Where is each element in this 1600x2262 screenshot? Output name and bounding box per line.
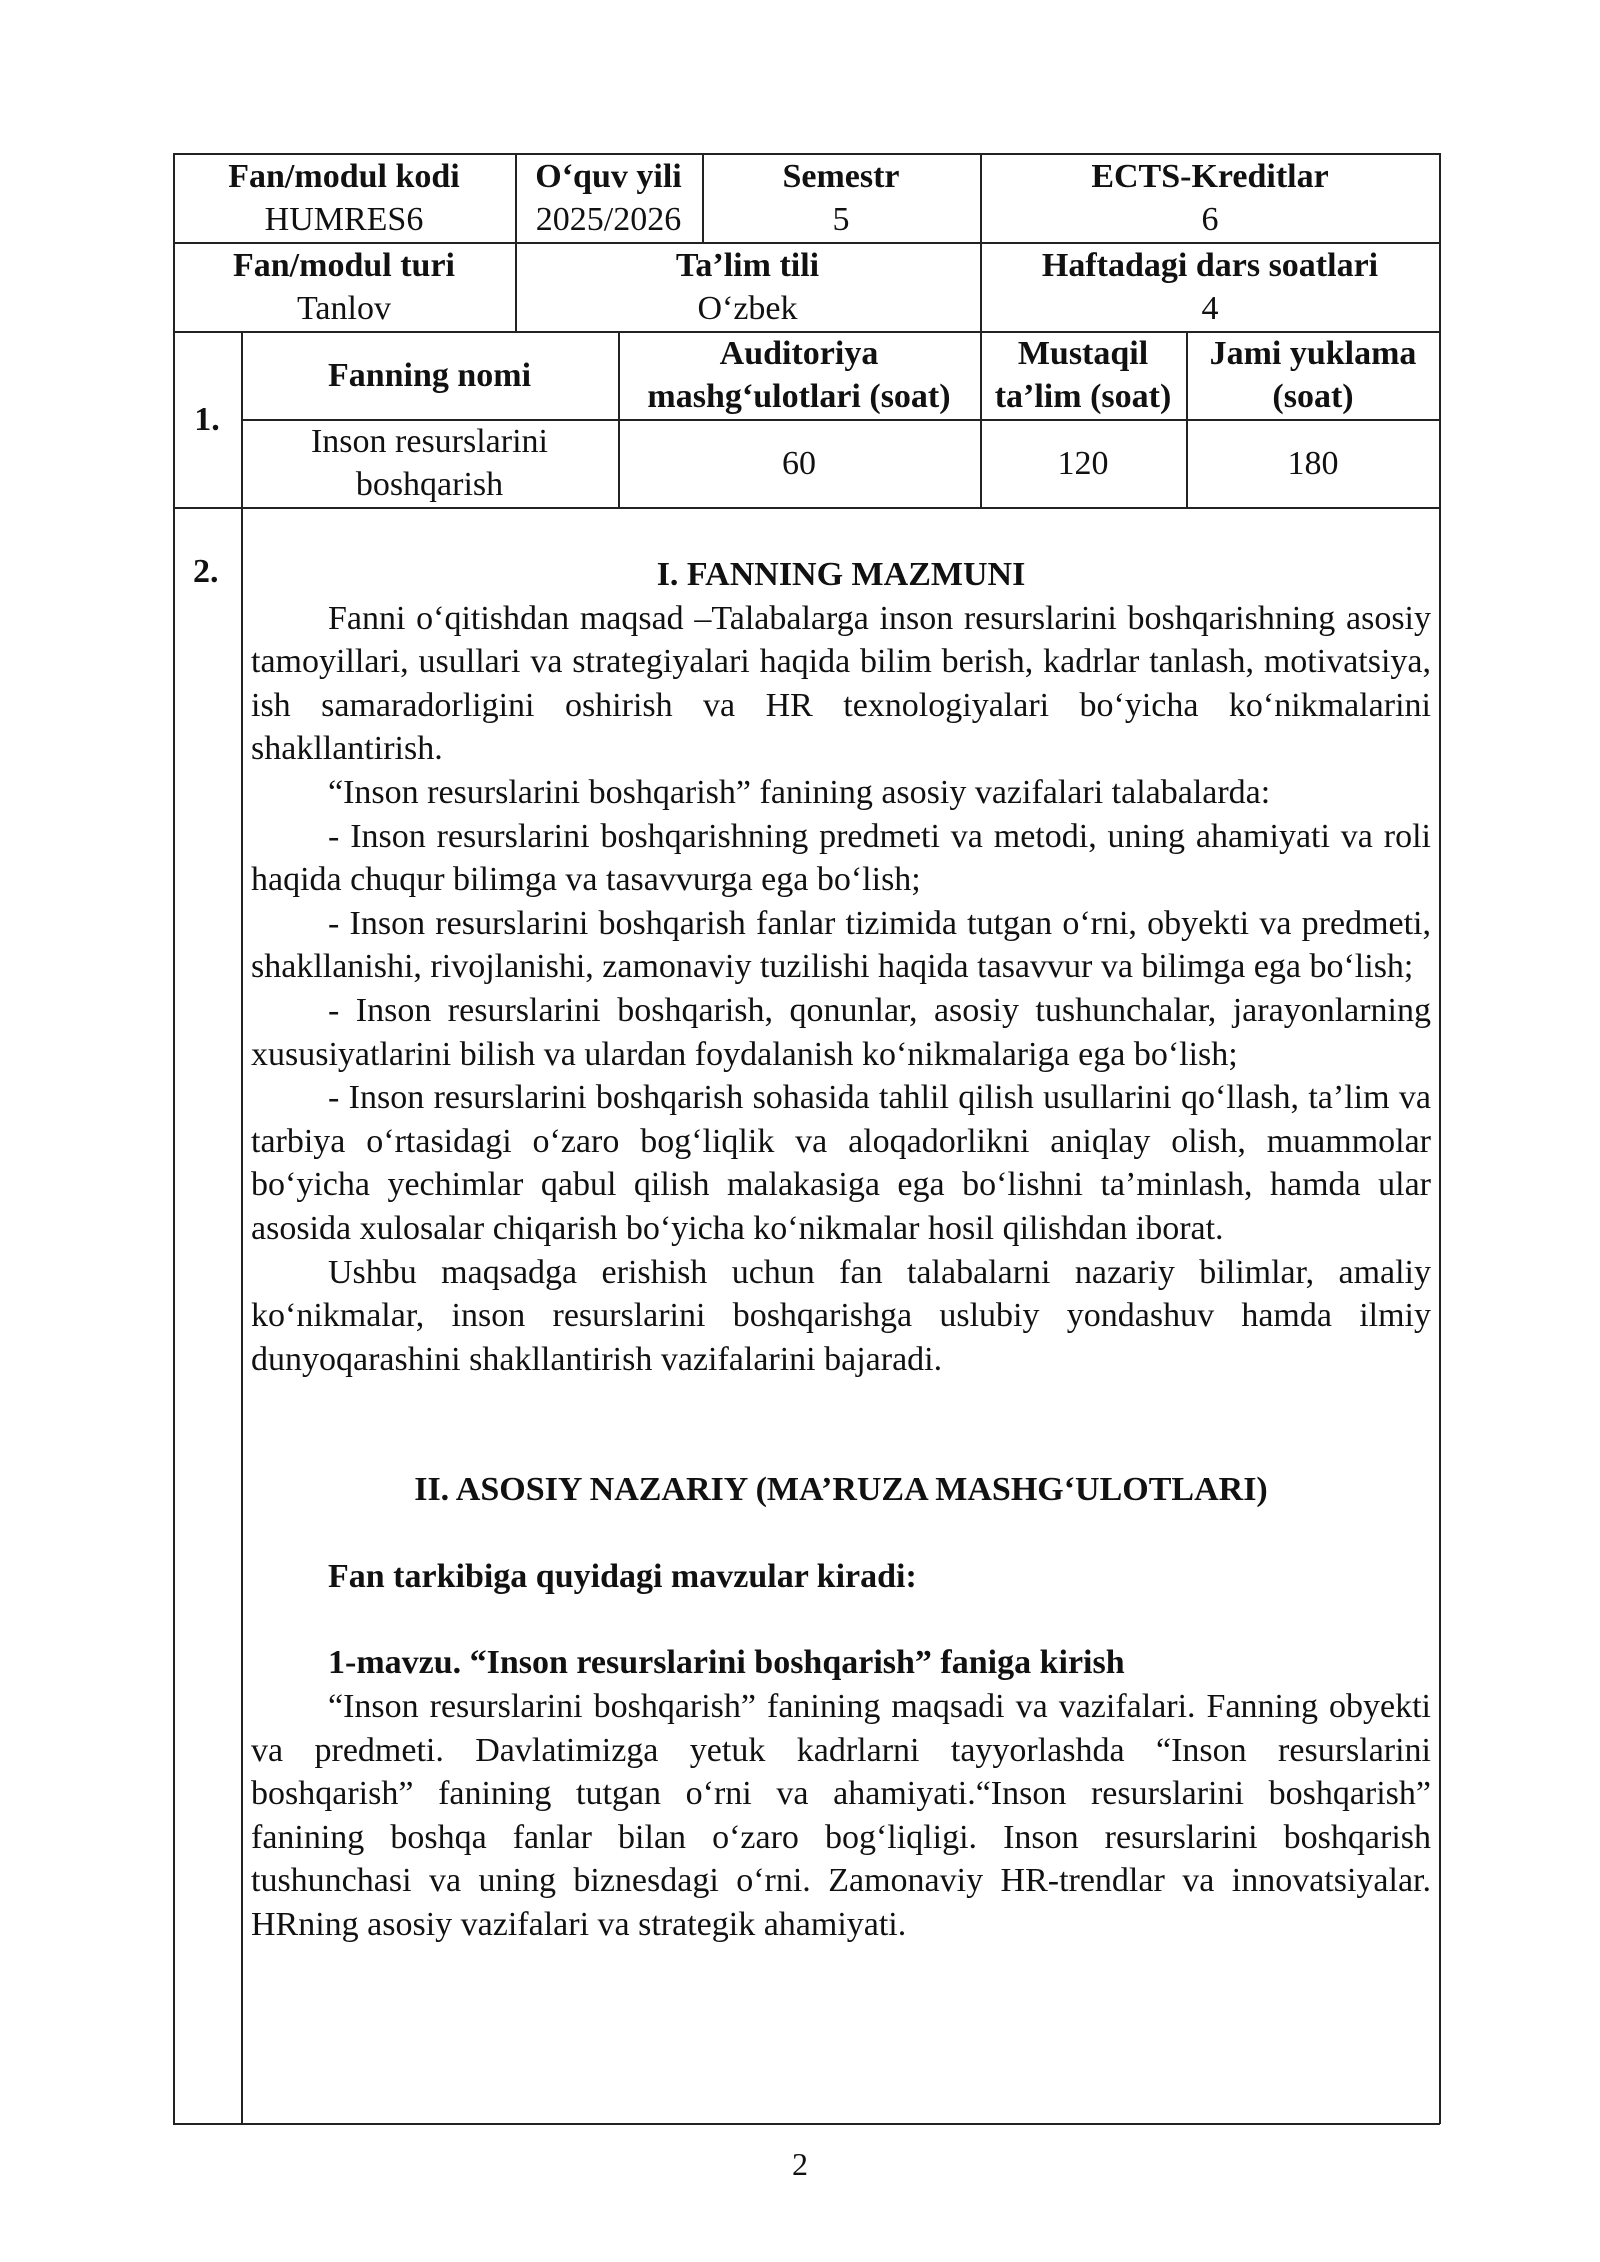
row-number-2: 2. [193,553,219,590]
table-border-bottom [173,2123,1440,2125]
total-label-line2: (soat) [1272,378,1354,415]
cell-independent-label [980,331,1186,419]
course-name-label: Fanning nomi [327,356,532,394]
paragraph-task-4: - Inson resurslarini boshqarish sohasida tahlil qilish usullarini qo‘llash, ta’lim va tarbiya o‘rtasidagi o‘zaro bog‘liqlik va aloqadorlikni aniqlay olish, muammolar bo‘yicha yechimlar qabul qilish malakasiga ega bo‘lishni ta’minlash, hamda ular asosida xulosalar chiqarish bo‘yicha ko‘nikmalar hosil qilishdan iborat. [251,1079,1431,1247]
total-label-line1: Jami yuklama [1209,335,1417,372]
auditory-label-line1: Auditoriya [719,335,879,372]
cell-auditory-value [618,419,980,507]
topic-1-title: 1-mavzu. “Inson resurslarini boshqarish” faniga kirish [328,1644,1125,1682]
paragraph-goal: Fanni o‘qitishdan maqsad –Talabalarga inson resurslarini boshqarishning asosiy tamoyillari, usullari va strategiyalari haqida bilim berish, kadrlar tanlash, motivatsiya, ish samaradorligini oshirish va HR texnologiyalari bo‘yicha ko‘nikmalarini shakllantirish. [251,599,1431,768]
weekly-hours-value: 4 [1201,289,1219,327]
total-hours: 180 [1287,444,1339,482]
ects-value: 6 [1201,200,1219,238]
language-value: O‘zbek [697,289,798,327]
cell-total-label [1186,331,1440,419]
cell-independent-value [980,419,1186,507]
semester-label: Semestr [782,157,900,195]
paragraph-task-1: - Inson resurslarini boshqarishning predmeti va metodi, uning ahamiyati va roli haqida chuqur bilimga va tasavvurga ega bo‘lish; [251,817,1431,899]
module-code-value: HUMRES6 [264,200,424,238]
cell-language [515,242,980,331]
module-type-value: Tanlov [297,289,391,327]
independent-label-line2: ta’lim (soat) [994,378,1172,415]
weekly-hours-label: Haftadagi dars soatlari [1041,246,1379,284]
cell-weekly-hours [980,242,1440,331]
academic-year-label: O‘quv yili [535,157,682,195]
cell-module-code [173,153,515,242]
auditory-label-line2: mashg‘ulotlari (soat) [647,378,951,415]
row-divider-4 [173,507,1440,509]
cell-course-name-label [241,331,618,419]
section-title-content: I. FANNING MAZMUNI [656,556,1026,593]
cell-module-type [173,242,515,331]
module-type-label: Fan/modul turi [233,246,455,284]
paragraph-summary: Ushbu maqsadga erishish uchun fan talabalarni nazariy bilimlar, amaliy ko‘nikmalar, inson resurslarini boshqarishga uslubiy yondashuv hamda ilmiy dunyoqarashini shakllantirish vazifalarini bajaradi. [251,1253,1431,1378]
semester-value: 5 [832,200,850,238]
module-code-label: Fan/modul kodi [228,157,460,195]
cell-row-number-1 [173,331,241,507]
course-content [251,553,1431,1947]
col-divider-number [241,331,243,2124]
independent-label-line1: Mustaqil [1017,335,1149,372]
paragraph-task-2: - Inson resurslarini boshqarish fanlar tizimida tutgan o‘rni, obyekti va predmeti, shakllanishi, rivojlanishi, zamonaviy tuzilishi haqida tasavvur va bilimga ega bo‘lish; [251,904,1431,986]
cell-semester [702,153,980,242]
ects-label: ECTS-Kreditlar [1091,157,1329,195]
section-title-lectures: II. ASOSIY NAZARIY (MA’RUZA MASHG‘ULOTLARI) [414,1471,1268,1509]
cell-course-name-value [241,419,618,507]
page-number: 2 [792,2146,808,2182]
paragraph-tasks-intro: “Inson resurslarini boshqarish” fanining asosiy vazifalari talabalarda: [328,773,1271,811]
course-name-line1: Inson resurslarini [310,423,548,460]
row-number-1: 1. [194,400,220,438]
cell-academic-year [515,153,702,242]
cell-auditory-label [618,331,980,419]
auditory-hours: 60 [782,444,816,482]
cell-ects [980,153,1440,242]
topic-1-text: “Inson resurslarini boshqarish” fanining maqsadi va vazifalari. Fanning obyekti va predmeti. Davlatimizga yetuk kadrlarni tayyorlashda “Inson resurslarini boshqarish” fanining tutgan o‘rni va ahamiyati.“Inson resurslarini boshqarish” fanining boshqa fanlar bilan o‘zaro bog‘liqligi. Inson resurslarini boshqarish tushunchasi va uning biznesdagi o‘rni. Zamonaviy HR-trendlar va innovatsiyalar. HRning asosiy vazifalari va strategik ahamiyati. [251,1688,1431,1944]
course-name-line2: boshqarish [355,466,504,503]
paragraph-task-3: - Inson resurslarini boshqarish, qonunlar, asosiy tushunchalar, jarayonlarning xususiyatlarini bilish va ulardan foydalanish ko‘nikmalariga ega bo‘lish; [251,991,1431,1073]
cell-total-value [1186,419,1440,507]
topics-intro: Fan tarkibiga quyidagi mavzular kiradi: [328,1557,917,1595]
independent-hours: 120 [1057,444,1109,482]
academic-year-value: 2025/2026 [535,200,682,238]
language-label: Ta’lim tili [675,246,820,284]
